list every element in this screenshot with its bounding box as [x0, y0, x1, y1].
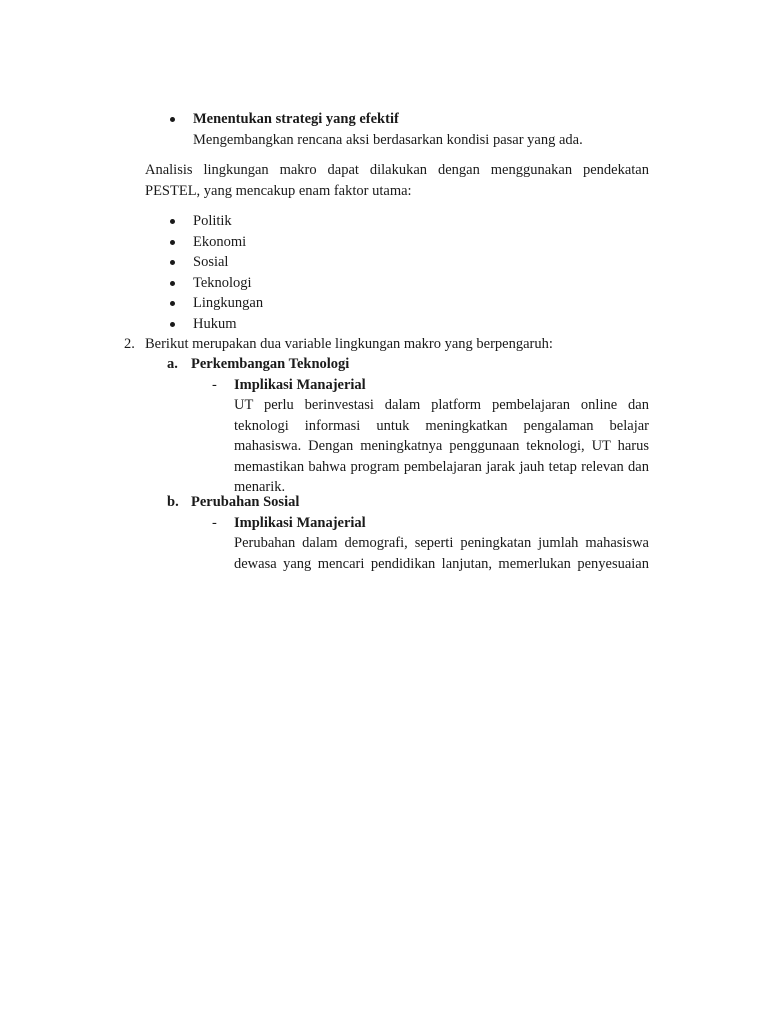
- pestel-factor-label: Lingkungan: [193, 295, 264, 311]
- body-line: Perubahan dalam demografi, seperti peningkatan jumlah mahasiswa: [234, 535, 649, 551]
- bullet-dot-icon: [170, 219, 175, 224]
- strategy-title: Menentukan strategi yang efektif: [193, 111, 399, 127]
- section-a-subtitle: Implikasi Manajerial: [234, 377, 366, 393]
- body-line: menarik.: [234, 479, 286, 495]
- section-a-title: Perkembangan Teknologi: [191, 356, 350, 372]
- section-a-body: [234, 395, 649, 498]
- section-a-marker: a.: [167, 356, 178, 372]
- pestel-factor-label: Politik: [193, 213, 232, 229]
- strategy-description: Mengembangkan rencana aksi berdasarkan kondisi pasar yang ada.: [193, 132, 583, 148]
- body-line: mahasiswa. Dengan meningkatnya penggunaan teknologi, UT harus: [234, 438, 649, 454]
- section-b-body: [234, 533, 649, 574]
- body-line: teknologi informasi untuk meningkatkan pengalaman belajar: [234, 417, 649, 434]
- pestel-paragraph-line-1: Analisis lingkungan makro dapat dilakukan dengan menggunakan pendekatan: [145, 162, 649, 178]
- body-line: memastikan bahwa program pembelajaran jarak jauh tetap relevan dan: [234, 458, 649, 475]
- bullet-dot-icon: [170, 260, 175, 265]
- item-text: Berikut merupakan dua variable lingkungan makro yang berpengaruh:: [145, 336, 553, 352]
- bullet-dot-icon: [170, 117, 175, 122]
- section-b-subtitle: Implikasi Manajerial: [234, 515, 366, 531]
- bullet-dot-icon: [170, 281, 175, 286]
- bullet-dot-icon: [170, 240, 175, 245]
- dash-marker: -: [212, 515, 217, 531]
- pestel-paragraph-line-2: PESTEL, yang mencakup enam faktor utama:: [145, 182, 412, 199]
- section-b-title: Perubahan Sosial: [191, 494, 300, 510]
- section-b-marker: b.: [167, 494, 179, 510]
- body-line: dewasa yang mencari pendidikan lanjutan, memerlukan penyesuaian: [234, 555, 649, 572]
- bullet-dot-icon: [170, 322, 175, 327]
- item-number: 2.: [124, 336, 135, 352]
- pestel-factor-label: Hukum: [193, 316, 237, 332]
- pestel-factor-label: Teknologi: [193, 275, 252, 291]
- pestel-paragraph: [145, 160, 649, 201]
- pestel-factor-label: Sosial: [193, 254, 229, 270]
- body-line: UT perlu berinvestasi dalam platform pembelajaran online dan: [234, 397, 649, 413]
- dash-marker: -: [212, 377, 217, 393]
- pestel-factor-label: Ekonomi: [193, 234, 247, 250]
- bullet-dot-icon: [170, 301, 175, 306]
